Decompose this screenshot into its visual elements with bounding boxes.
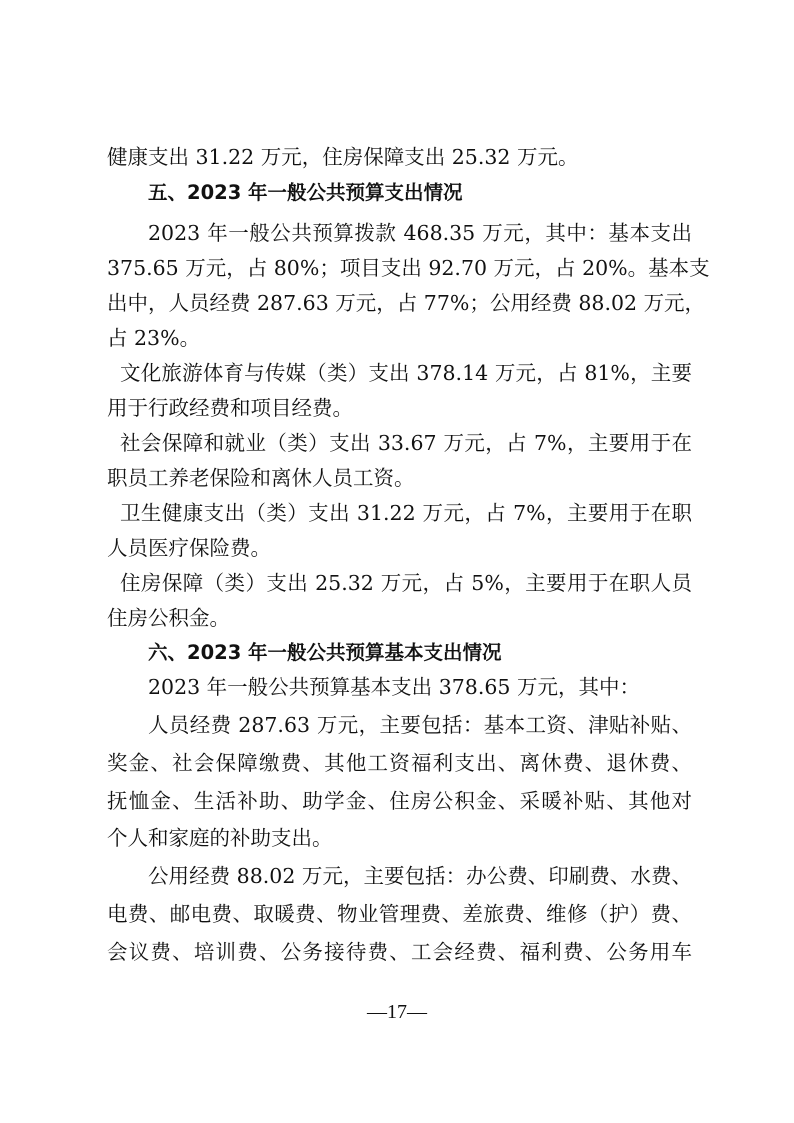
paragraph-line: 卫生健康支出（类）支出 31.22 万元，占 7%，主要用于在职 — [120, 501, 692, 525]
paragraph-line: 用于行政经费和项目经费。 — [107, 396, 353, 420]
page-number: —17— — [367, 1001, 427, 1023]
paragraph-line: 健康支出 31.22 万元，住房保障支出 25.32 万元。 — [107, 145, 579, 169]
paragraph-line: 2023 年一般公共预算拨款 468.35 万元，其中：基本支出 — [148, 221, 692, 245]
paragraph-line: 住房保障（类）支出 25.32 万元，占 5%，主要用于在职人员 — [120, 571, 692, 595]
paragraph-line: 人员经费 287.63 万元，主要包括：基本工资、津贴补贴、 — [148, 713, 692, 737]
paragraph-line: 奖金、社会保障缴费、其他工资福利支出、离休费、退休费、 — [107, 751, 692, 775]
paragraph-line: 会议费、培训费、公务接待费、工会经费、福利费、公务用车 — [107, 940, 692, 964]
paragraph-line: 2023 年一般公共预算基本支出 378.65 万元，其中： — [148, 675, 640, 699]
paragraph-line: 出中，人员经费 287.63 万元，占 77%；公用经费 88.02 万元， — [107, 291, 706, 315]
paragraph-line: 公用经费 88.02 万元，主要包括：办公费、印刷费、水费、 — [148, 864, 692, 888]
paragraph-line: 文化旅游体育与传媒（类）支出 378.14 万元，占 81%，主要 — [120, 361, 692, 385]
paragraph-line: 抚恤金、生活补助、助学金、住房公积金、采暖补贴、其他对 — [107, 789, 692, 813]
paragraph-line: 占 23%。 — [107, 326, 201, 350]
section-heading-6: 六、2023 年一般公共预算基本支出情况 — [148, 641, 502, 664]
paragraph-line: 社会保障和就业（类）支出 33.67 万元，占 7%，主要用于在 — [120, 431, 692, 455]
paragraph-line: 住房公积金。 — [107, 606, 230, 630]
paragraph-line: 375.65 万元，占 80%；项目支出 92.70 万元，占 20%。基本支 — [107, 256, 710, 280]
paragraph-line: 职员工养老保险和离休人员工资。 — [107, 466, 415, 490]
paragraph-line: 个人和家庭的补助支出。 — [107, 826, 333, 850]
paragraph-line: 电费、邮电费、取暖费、物业管理费、差旅费、维修（护）费、 — [107, 902, 692, 926]
section-heading-5: 五、2023 年一般公共预算支出情况 — [148, 181, 463, 204]
paragraph-line: 人员医疗保险费。 — [107, 536, 271, 560]
